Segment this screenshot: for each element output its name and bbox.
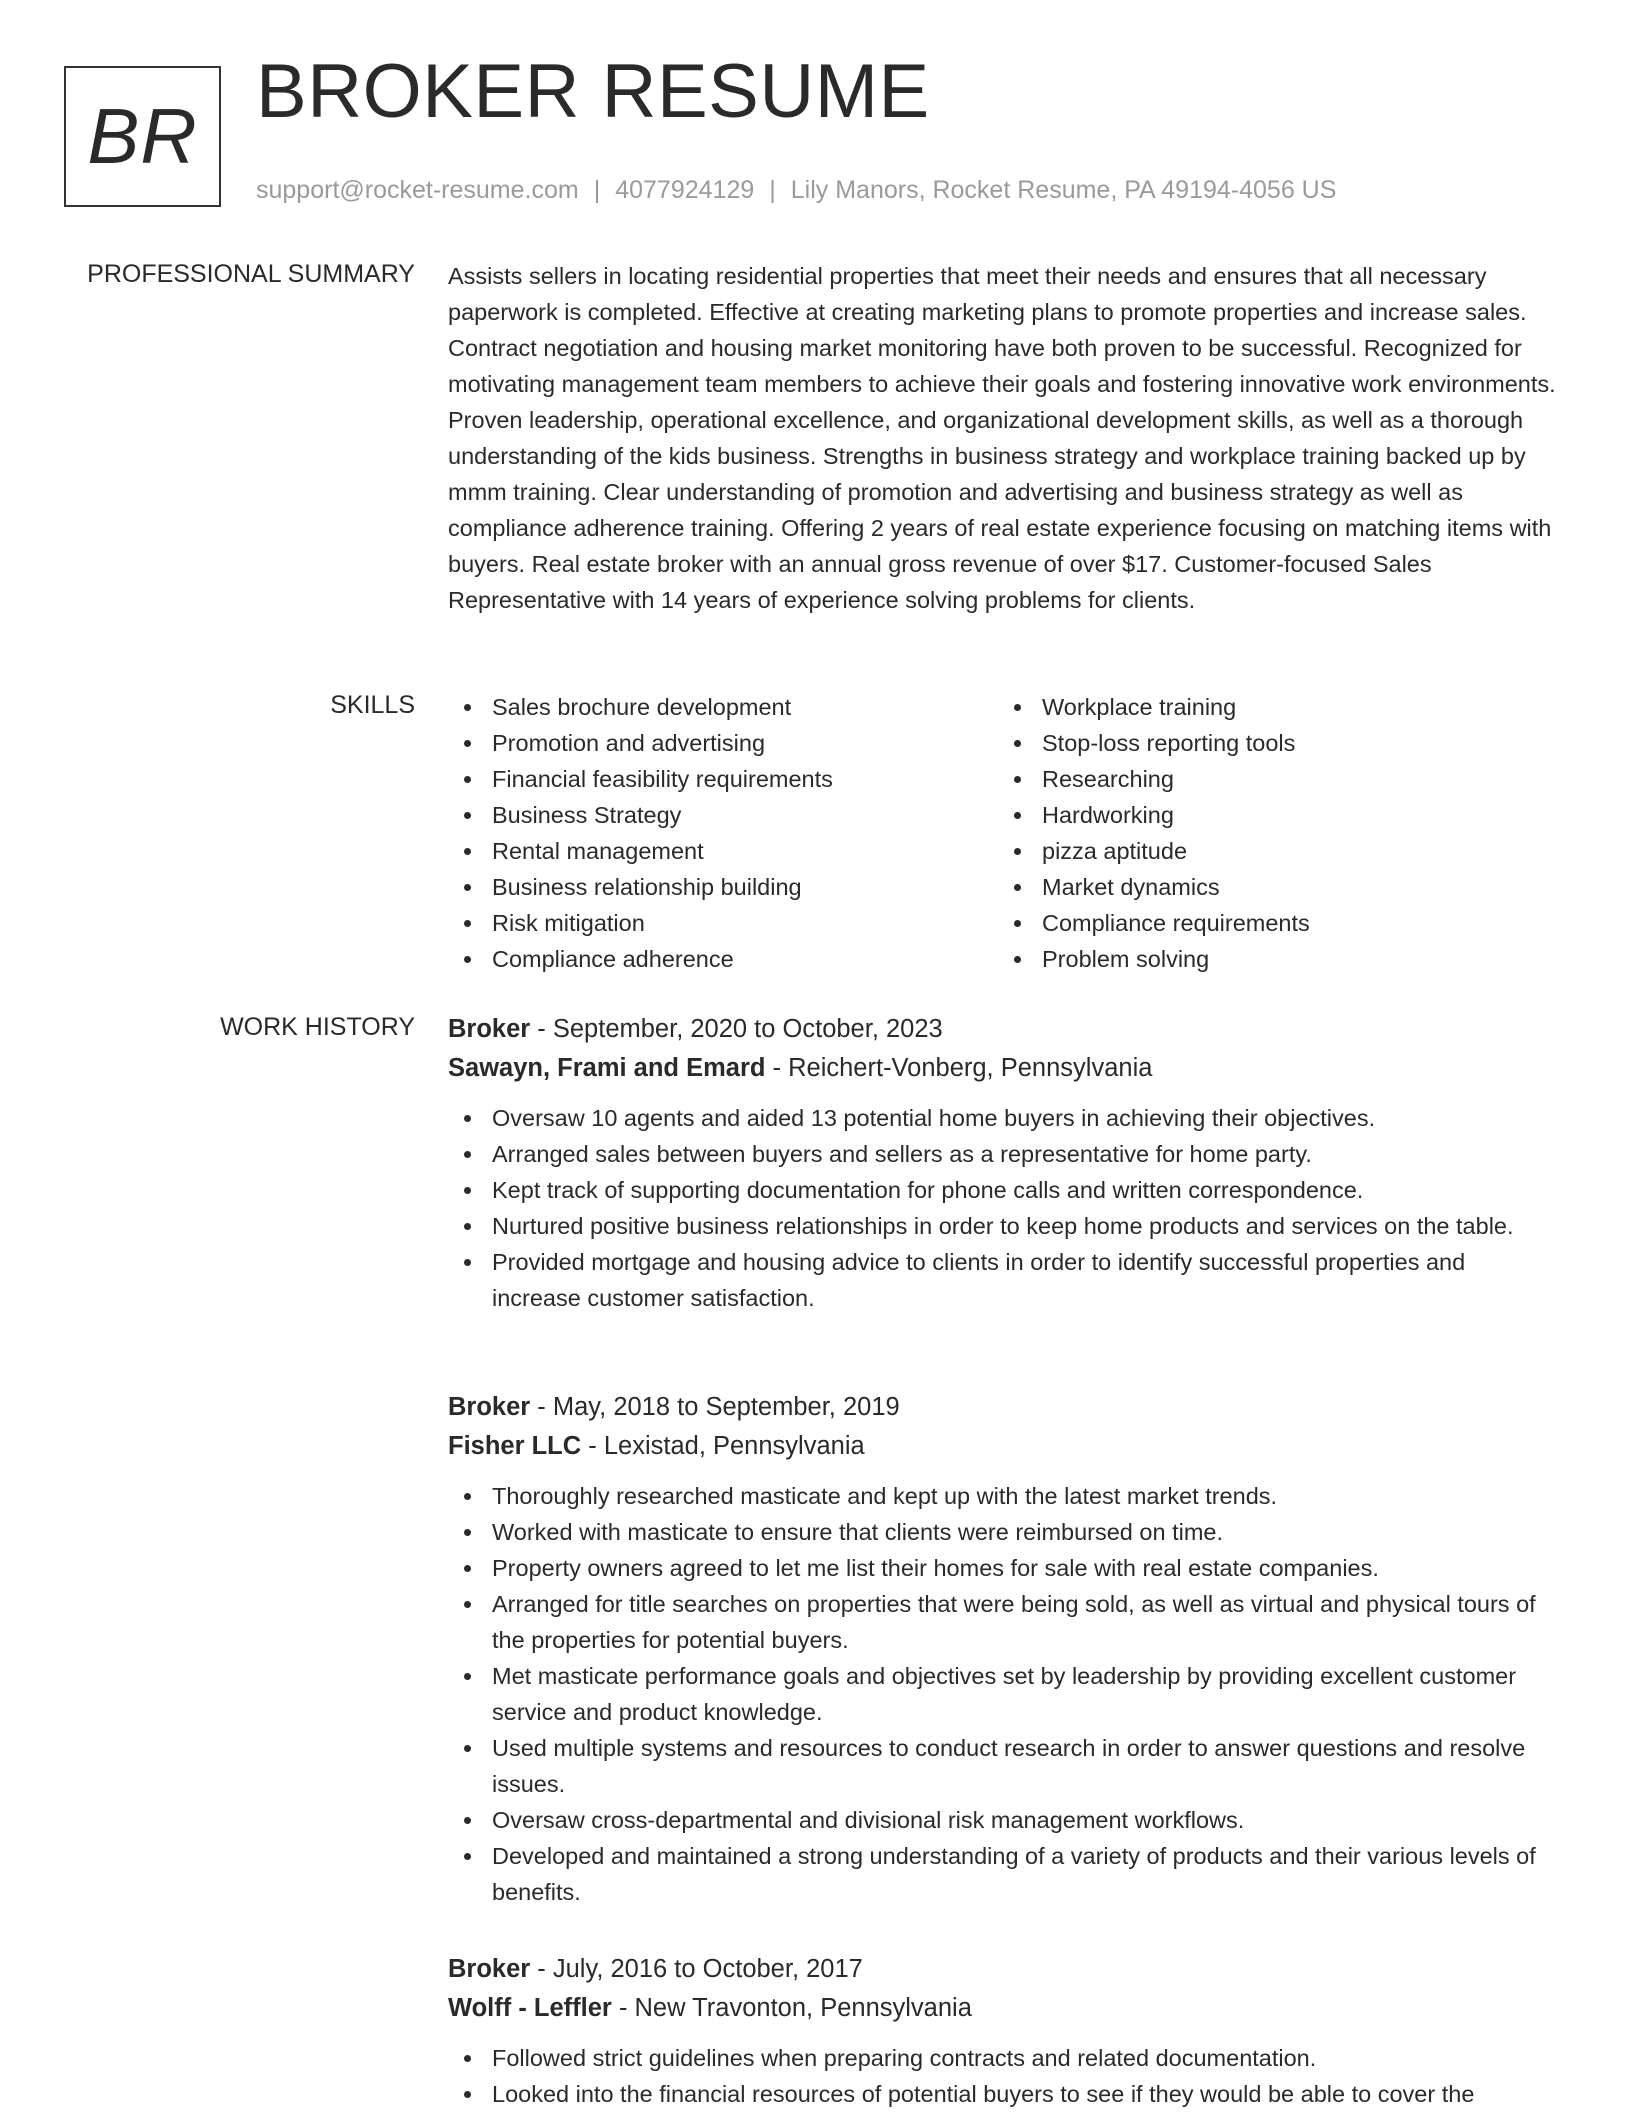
skills-label: SKILLS — [330, 691, 415, 719]
job-company: Sawayn, Frami and Emard — [448, 1054, 766, 1082]
work-history-label: WORK HISTORY — [220, 1013, 415, 1041]
job-bullet: Provided mortgage and housing advice to clients in order to identify successful properties and increase customer satisfaction. — [448, 1244, 1558, 1316]
job-company: Fisher LLC — [448, 1432, 582, 1460]
summary-text: Assists sellers in locating residential properties that meet their needs and ensures that all necessary paperwork is completed. Effective at creating marketing plans to promote properties and increase sales. Contract negotiation and housing market monitoring have both proven to be successful. Recognized for motivating management team members to achieve their goals and fostering innovative work environments. Proven leadership, operational excellence, and organizational development skills, as well as a thorough understanding of the kids business. Strengths in business strategy and workplace training backed up by mmm training. Clear understanding of promotion and advertising and business strategy as well as compliance adherence training. Offering 2 years of real estate experience focusing on matching items with buyers. Real estate broker with an annual gross revenue of over $17. Customer-focused Sales Representative with 14 years of experience solving problems for clients. — [448, 263, 1556, 613]
job-entry — [448, 1950, 1558, 2112]
job-bullet: Oversaw cross-departmental and divisional risk management workflows. — [448, 1802, 1558, 1838]
job-title: Broker — [448, 1955, 531, 1983]
skill-item: Workplace training — [998, 689, 1518, 725]
job-bullet: Used multiple systems and resources to conduct research in order to answer questions and resolve issues. — [448, 1730, 1558, 1802]
job-bullet: Oversaw 10 agents and aided 13 potential home buyers in achieving their objectives. — [448, 1100, 1558, 1136]
job-dates: - July, 2016 to October, 2017 — [530, 1955, 863, 1983]
contact-email: support@rocket-resume.com — [256, 176, 579, 204]
job-title: Broker — [448, 1393, 531, 1421]
job-dates: - May, 2018 to September, 2019 — [530, 1393, 900, 1421]
job-bullet: Arranged for title searches on properties that were being sold, as well as virtual and physical tours of the properties for potential buyers. — [448, 1586, 1558, 1658]
contact-separator: | — [593, 176, 601, 204]
job-dates: - September, 2020 to October, 2023 — [530, 1015, 943, 1043]
job-bullet: Worked with masticate to ensure that clients were reimbursed on time. — [448, 1514, 1558, 1550]
contact-phone: 4077924129 — [615, 176, 755, 204]
job-bullet: Property owners agreed to let me list their homes for sale with real estate companies. — [448, 1550, 1558, 1586]
job-bullet: Nurtured positive business relationships in order to keep home products and services on the table. — [448, 1208, 1558, 1244]
contact-line — [256, 176, 1336, 205]
skill-item: Compliance requirements — [998, 905, 1518, 941]
job-company: Wolff - Leffler — [448, 1994, 612, 2022]
job-location: - Reichert-Vonberg, Pennsylvania — [765, 1054, 1153, 1082]
skill-item: pizza aptitude — [998, 833, 1518, 869]
job-bullet: Looked into the financial resources of potential buyers to see if they would be able to cover the — [448, 2076, 1558, 2112]
job-title: Broker — [448, 1015, 531, 1043]
job-company-line — [448, 1049, 1558, 1088]
resume-header — [0, 0, 1632, 230]
skills-list-left — [448, 689, 968, 977]
job-title-line — [448, 1950, 1558, 1989]
job-bullets — [448, 1478, 1558, 1910]
job-bullet: Arranged sales between buyers and sellers as a representative for home party. — [448, 1136, 1558, 1172]
skill-item: Researching — [998, 761, 1518, 797]
skill-item: Business relationship building — [448, 869, 968, 905]
job-title-line — [448, 1010, 1558, 1049]
job-entry — [448, 1388, 1558, 1910]
contact-separator: | — [769, 176, 776, 204]
skill-item: Problem solving — [998, 941, 1518, 977]
skill-item: Business Strategy — [448, 797, 968, 833]
skill-item: Risk mitigation — [448, 905, 968, 941]
skill-item: Promotion and advertising — [448, 725, 968, 761]
skill-item: Market dynamics — [998, 869, 1518, 905]
job-bullet: Met masticate performance goals and objectives set by leadership by providing excellent customer service and product knowledge. — [448, 1658, 1558, 1730]
job-location: - Lexistad, Pennsylvania — [581, 1432, 865, 1460]
job-entry — [448, 1010, 1558, 1316]
skill-item: Financial feasibility requirements — [448, 761, 968, 797]
job-title-line — [448, 1388, 1558, 1427]
skill-item: Hardworking — [998, 797, 1518, 833]
job-bullet: Followed strict guidelines when preparing contracts and related documentation. — [448, 2040, 1558, 2076]
job-bullet: Developed and maintained a strong understanding of a variety of products and their various levels of benefits. — [448, 1838, 1558, 1910]
job-company-line — [448, 1427, 1558, 1466]
skill-item: Compliance adherence — [448, 941, 968, 977]
job-location: - New Travonton, Pennsylvania — [611, 1994, 972, 2022]
job-bullets — [448, 2040, 1558, 2112]
skill-item: Stop-loss reporting tools — [998, 725, 1518, 761]
summary-label: PROFESSIONAL SUMMARY — [87, 260, 415, 288]
job-bullets — [448, 1100, 1558, 1316]
job-bullet: Thoroughly researched masticate and kept up with the latest market trends. — [448, 1478, 1558, 1514]
skills-list-right — [998, 689, 1518, 977]
job-bullet: Kept track of supporting documentation for phone calls and written correspondence. — [448, 1172, 1558, 1208]
resume-title: BROKER RESUME — [256, 49, 930, 134]
skill-item: Rental management — [448, 833, 968, 869]
job-company-line — [448, 1989, 1558, 2028]
monogram-badge: BR — [64, 66, 221, 207]
contact-address: Lily Manors, Rocket Resume, PA 49194-4056 US — [790, 176, 1337, 204]
skill-item: Sales brochure development — [448, 689, 968, 725]
